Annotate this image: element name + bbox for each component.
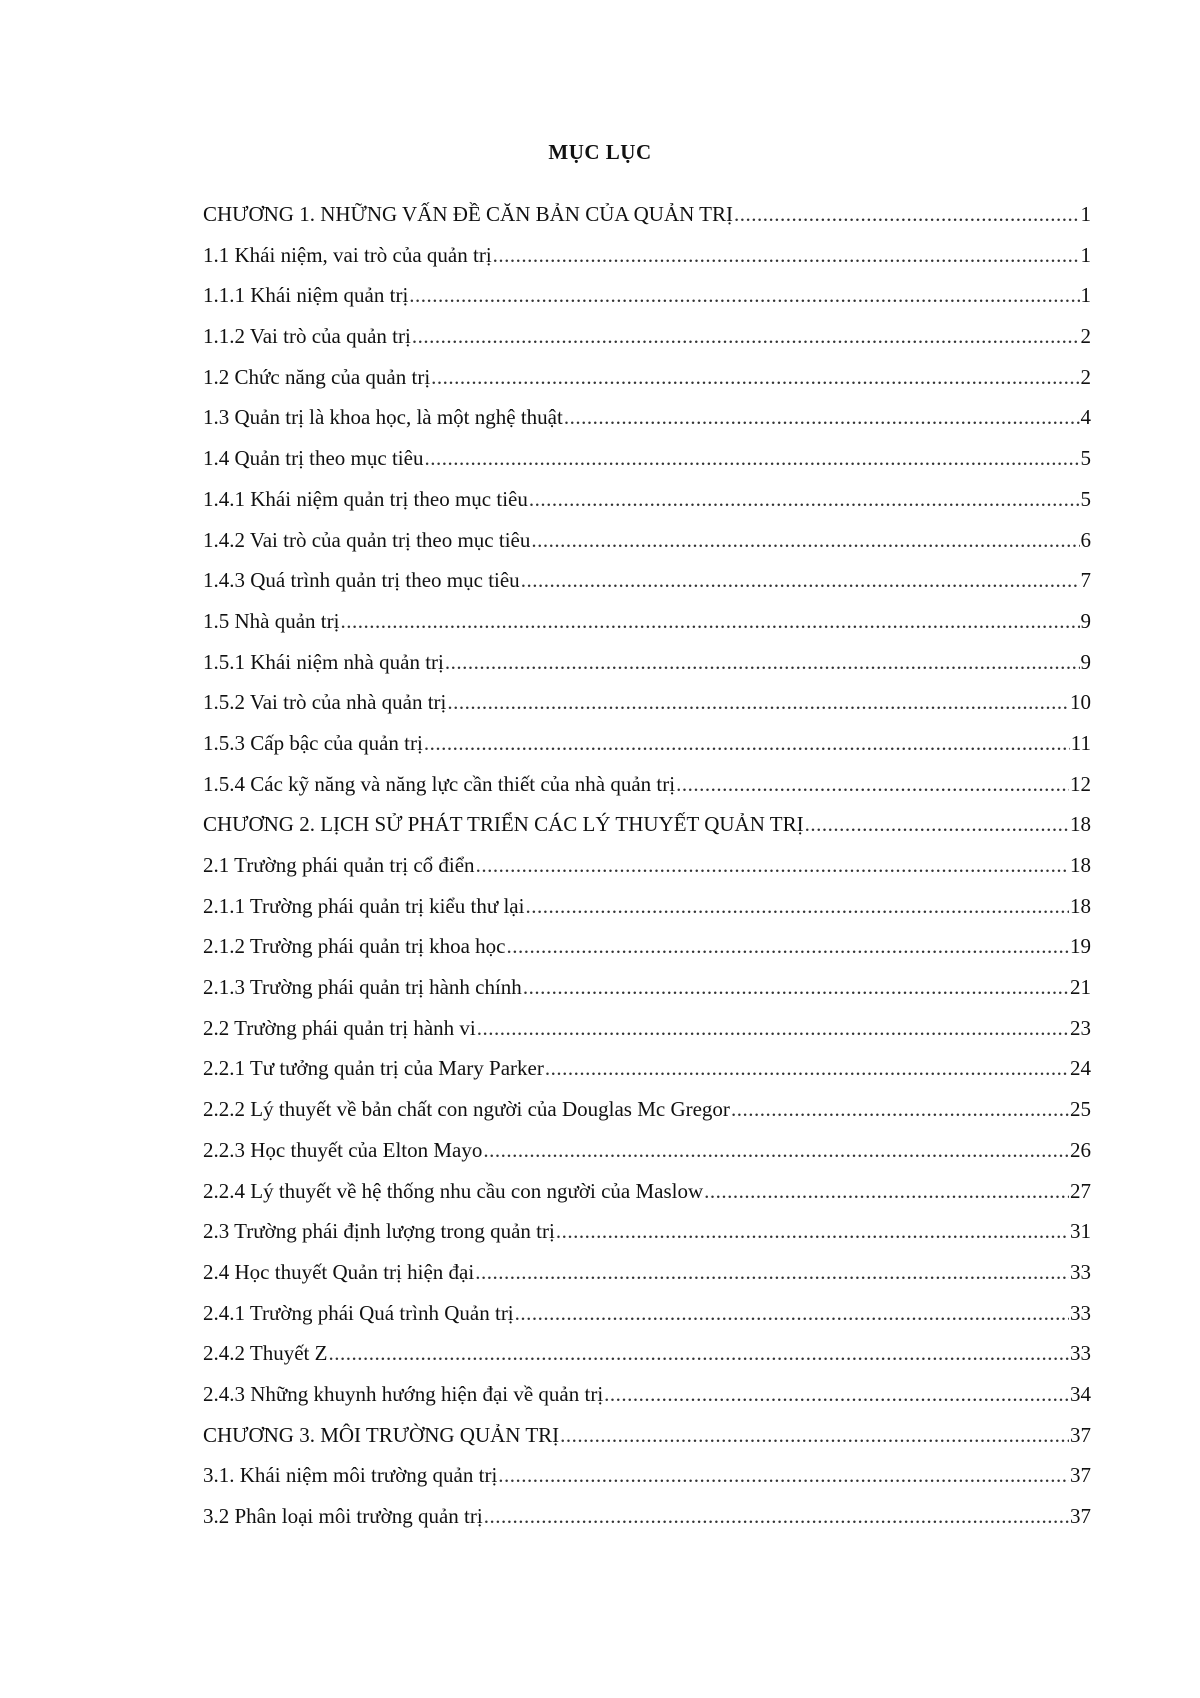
toc-entry[interactable] xyxy=(203,1496,1091,1537)
dot-leader xyxy=(560,1415,1069,1456)
toc-entry[interactable] xyxy=(203,845,1091,886)
toc-page-number: 7 xyxy=(1080,568,1091,593)
toc-page-number: 18 xyxy=(1070,812,1091,837)
dot-leader xyxy=(529,479,1080,520)
toc-entry-label: 2.1 Trường phái quản trị cổ điển xyxy=(203,853,475,877)
toc-entry-label: 3.2 Phân loại môi trường quản trị xyxy=(203,1504,483,1528)
toc-entry-label: CHƯƠNG 3. MÔI TRƯỜNG QUẢN TRỊ xyxy=(203,1422,560,1447)
dot-leader xyxy=(447,682,1069,723)
dot-leader xyxy=(531,520,1079,561)
dot-leader xyxy=(445,642,1080,683)
toc-entry-label: 2.2.4 Lý thuyết về hệ thống nhu cầu con người của Maslow xyxy=(203,1178,704,1203)
dot-leader xyxy=(704,1171,1069,1212)
toc-page-number: 18 xyxy=(1070,853,1091,877)
toc-entry-label: 1.1.1 Khái niệm quản trị xyxy=(203,283,409,308)
toc-entry[interactable] xyxy=(203,1293,1091,1334)
toc-entry-label: 3.1. Khái niệm môi trường quản trị xyxy=(203,1463,498,1488)
toc-entry-label: 1.4.2 Vai trò của quản trị theo mục tiêu xyxy=(203,527,531,552)
toc-entry[interactable] xyxy=(203,438,1091,479)
toc-page-number: 12 xyxy=(1070,771,1091,796)
dot-leader xyxy=(604,1374,1069,1415)
toc-entry[interactable] xyxy=(203,1089,1091,1130)
dot-leader xyxy=(525,886,1069,927)
toc-entry[interactable] xyxy=(203,886,1091,927)
toc-entry-label: 1.4.3 Quá trình quản trị theo mục tiêu xyxy=(203,568,520,593)
dot-leader xyxy=(475,1252,1069,1293)
dot-leader xyxy=(477,1008,1069,1049)
toc-entry-label: 1.5.3 Cấp bậc của quản trị xyxy=(203,730,423,755)
toc-page-number: 4 xyxy=(1080,405,1091,430)
toc-page-number: 9 xyxy=(1080,608,1091,633)
toc-page-number: 21 xyxy=(1070,975,1091,1000)
toc-entry-label: 2.1.2 Trường phái quản trị khoa học xyxy=(203,934,506,959)
toc-entry[interactable] xyxy=(203,357,1091,398)
toc-page-number: 31 xyxy=(1070,1219,1091,1244)
dot-leader xyxy=(545,1048,1069,1089)
toc-page-number: 2 xyxy=(1080,324,1091,349)
toc-page-number: 9 xyxy=(1080,649,1091,674)
dot-leader xyxy=(515,1293,1069,1334)
toc-entry-label: 1.4 Quản trị theo mục tiêu xyxy=(203,446,424,471)
toc-entry-label: 1.1.2 Vai trò của quản trị xyxy=(203,324,411,349)
toc-entry[interactable] xyxy=(203,1415,1091,1456)
toc-entry-label: 1.1 Khái niệm, vai trò của quản trị xyxy=(203,242,492,267)
toc-entry[interactable] xyxy=(203,926,1091,967)
toc-entry-label: 1.2 Chức năng của quản trị xyxy=(203,364,431,389)
toc-entry[interactable] xyxy=(203,1374,1091,1415)
dot-leader xyxy=(498,1455,1069,1496)
toc-entry-label: 1.5.4 Các kỹ năng và năng lực cần thiết của nhà quản trị xyxy=(203,771,676,796)
dot-leader xyxy=(493,235,1080,276)
toc-entry[interactable] xyxy=(203,194,1091,235)
toc-entry[interactable] xyxy=(203,1048,1091,1089)
toc-page-number: 18 xyxy=(1070,893,1091,918)
toc-entry[interactable] xyxy=(203,235,1091,276)
dot-leader xyxy=(521,560,1080,601)
dot-leader xyxy=(805,804,1069,845)
toc-entry-label: 2.4.1 Trường phái Quá trình Quản trị xyxy=(203,1300,514,1325)
toc-page-number: 33 xyxy=(1070,1300,1091,1325)
toc-page-number: 5 xyxy=(1080,486,1091,511)
toc-entry-label: 1.4.1 Khái niệm quản trị theo mục tiêu xyxy=(203,486,528,511)
dot-leader xyxy=(523,967,1069,1008)
toc-entry-label: 2.3 Trường phái định lượng trong quản trị xyxy=(203,1219,555,1244)
dot-leader xyxy=(484,1496,1069,1537)
toc-entry-label: 1.3 Quản trị là khoa học, là một nghệ thuật xyxy=(203,405,563,430)
toc-entry[interactable] xyxy=(203,1455,1091,1496)
toc-page-number: 37 xyxy=(1070,1504,1091,1528)
dot-leader xyxy=(676,764,1069,805)
dot-leader xyxy=(476,845,1069,886)
toc-entry-label: 1.5 Nhà quản trị xyxy=(203,608,340,633)
toc-entry-label: CHƯƠNG 1. NHỮNG VẤN ĐỀ CĂN BẢN CỦA QUẢN TRỊ xyxy=(203,202,733,226)
toc-page-number: 37 xyxy=(1070,1463,1091,1488)
toc-entry[interactable] xyxy=(203,967,1091,1008)
dot-leader xyxy=(506,926,1069,967)
toc-page-number: 19 xyxy=(1070,934,1091,959)
dot-leader xyxy=(409,275,1079,316)
toc-entry[interactable] xyxy=(203,397,1091,438)
toc-entry-label: 2.2.3 Học thuyết của Elton Mayo xyxy=(203,1137,483,1162)
toc-entry-label: 2.2 Trường phái quản trị hành vi xyxy=(203,1015,476,1040)
toc-entry-label: 2.4 Học thuyết Quản trị hiện đại xyxy=(203,1259,475,1284)
toc-entry[interactable] xyxy=(203,1252,1091,1293)
toc-page-number: 25 xyxy=(1070,1097,1091,1122)
toc-entry[interactable] xyxy=(203,1008,1091,1049)
dot-leader xyxy=(424,723,1070,764)
toc-page-number: 27 xyxy=(1070,1178,1091,1203)
toc-page-number: 24 xyxy=(1070,1056,1091,1081)
dot-leader xyxy=(340,601,1079,642)
dot-leader xyxy=(424,438,1079,479)
dot-leader xyxy=(483,1130,1069,1171)
toc-page-number: 1 xyxy=(1080,242,1091,267)
dot-leader xyxy=(328,1333,1069,1374)
toc-page-number: 11 xyxy=(1070,730,1091,755)
toc-entry[interactable] xyxy=(203,1130,1091,1171)
dot-leader xyxy=(731,1089,1069,1130)
table-of-contents xyxy=(203,194,1091,1537)
dot-leader xyxy=(734,194,1080,235)
toc-page-number: 10 xyxy=(1070,690,1091,715)
toc-page-number: 6 xyxy=(1080,527,1091,552)
toc-entry[interactable] xyxy=(203,560,1091,601)
dot-leader xyxy=(431,357,1079,398)
toc-entry[interactable] xyxy=(203,479,1091,520)
toc-entry[interactable] xyxy=(203,682,1091,723)
toc-entry-label: 2.2.2 Lý thuyết về bản chất con người của Douglas Mc Gregor xyxy=(203,1097,730,1122)
dot-leader xyxy=(564,397,1080,438)
toc-page-number: 23 xyxy=(1070,1015,1091,1040)
toc-entry-label: 2.2.1 Tư tưởng quản trị của Mary Parker xyxy=(203,1056,544,1081)
toc-entry[interactable] xyxy=(203,316,1091,357)
dot-leader xyxy=(556,1211,1069,1252)
toc-entry[interactable] xyxy=(203,642,1091,683)
toc-page-number: 1 xyxy=(1080,202,1091,226)
toc-entry-label: 2.1.1 Trường phái quản trị kiểu thư lại xyxy=(203,893,525,918)
toc-entry[interactable] xyxy=(203,723,1091,764)
toc-entry[interactable] xyxy=(203,1171,1091,1212)
toc-entry[interactable] xyxy=(203,764,1091,805)
toc-entry[interactable] xyxy=(203,275,1091,316)
toc-page-number: 37 xyxy=(1070,1422,1091,1447)
toc-entry[interactable] xyxy=(203,601,1091,642)
toc-entry-label: 1.5.1 Khái niệm nhà quản trị xyxy=(203,649,444,674)
toc-entry-label: 1.5.2 Vai trò của nhà quản trị xyxy=(203,690,447,715)
toc-entry[interactable] xyxy=(203,1211,1091,1252)
toc-entry-label: 2.4.3 Những khuynh hướng hiện đại về quản trị xyxy=(203,1381,604,1406)
toc-entry[interactable] xyxy=(203,1333,1091,1374)
dot-leader xyxy=(412,316,1080,357)
toc-entry[interactable] xyxy=(203,520,1091,561)
toc-page-number: 5 xyxy=(1080,446,1091,471)
toc-page-number: 33 xyxy=(1070,1259,1091,1284)
page-title: MỤC LỤC xyxy=(548,140,652,164)
toc-entry-label: 2.1.3 Trường phái quản trị hành chính xyxy=(203,975,522,1000)
toc-entry[interactable] xyxy=(203,804,1091,845)
toc-page-number: 33 xyxy=(1070,1341,1091,1366)
toc-page-number: 2 xyxy=(1080,364,1091,389)
toc-page-number: 1 xyxy=(1080,283,1091,308)
toc-entry-label: 2.4.2 Thuyết Z xyxy=(203,1341,328,1366)
toc-page-number: 34 xyxy=(1070,1381,1091,1406)
toc-page-number: 26 xyxy=(1070,1137,1091,1162)
toc-entry-label: CHƯƠNG 2. LỊCH SỬ PHÁT TRIỂN CÁC LÝ THUYẾT QUẢN TRỊ xyxy=(203,812,804,837)
